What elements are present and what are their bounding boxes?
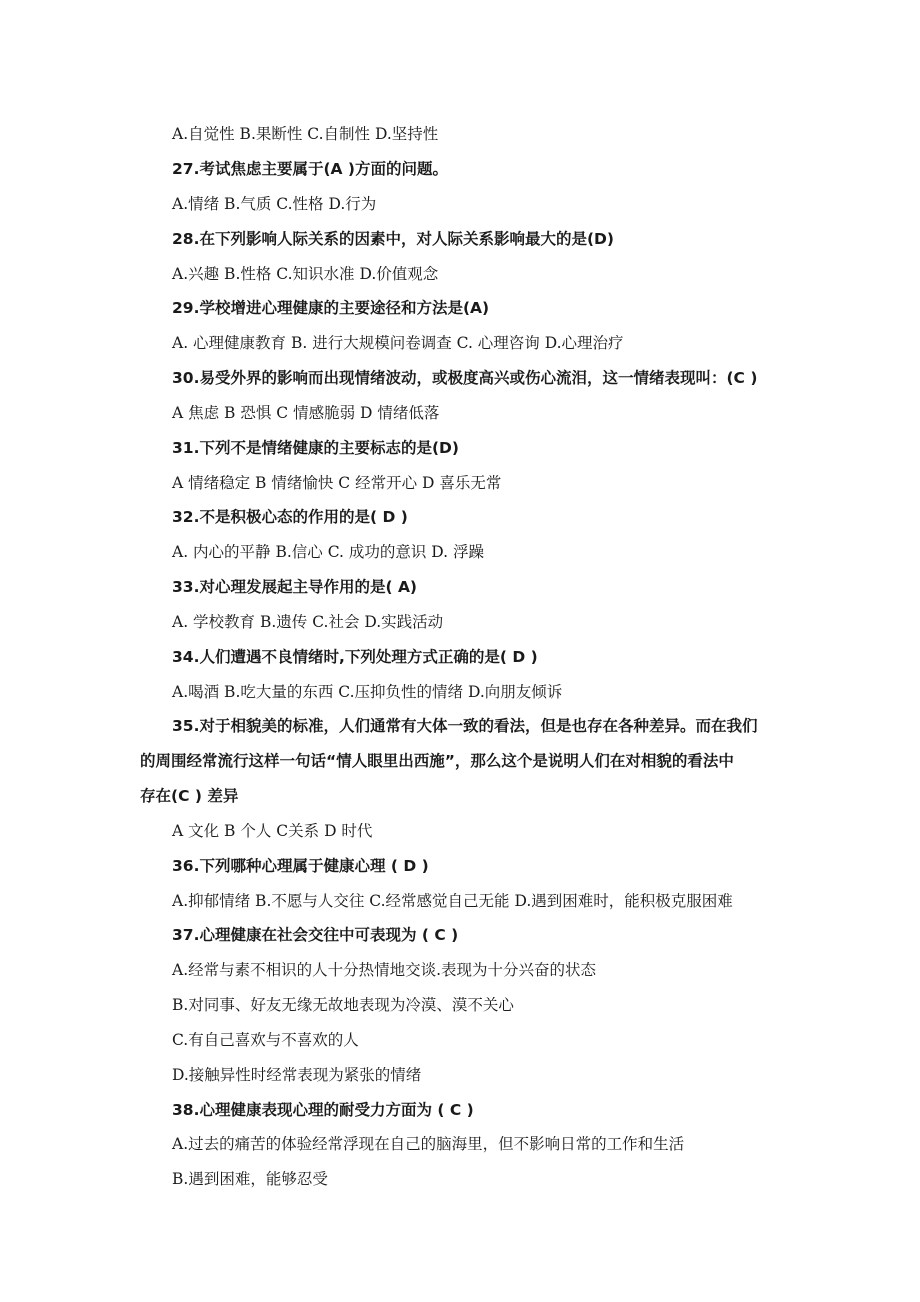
answer-options: A 情绪稳定 B 情绪愉快 C 经常开心 D 喜乐无常 [172,474,502,492]
question-33: 33.对心理发展起主导作用的是( A) [172,578,418,596]
answer-options: A 文化 B 个人 C关系 D 时代 [172,822,373,840]
answer-options: A. 内心的平静 B.信心 C. 成功的意识 D. 浮躁 [172,543,485,561]
answer-options: A. 学校教育 B.遗传 C.社会 D.实践活动 [172,613,444,631]
question-29: 29.学校增进心理健康的主要途径和方法是(A) [172,299,490,317]
answer-option-b: B.遇到困难，能够忍受 [172,1170,328,1188]
question-31: 31.下列不是情绪健康的主要标志的是(D) [172,439,459,457]
answer-options: A 焦虑 B 恐惧 C 情感脆弱 D 情绪低落 [172,404,440,422]
question-30: 30.易受外界的影响而出现情绪波动，或极度高兴或伤心流泪，这一情绪表现叫：(C ) [172,369,758,387]
answer-option-a: A.过去的痛苦的体验经常浮现在自己的脑海里，但不影响日常的工作和生活 [172,1135,685,1153]
answer-option-d: D.接触异性时经常表现为紧张的情绪 [172,1066,422,1084]
answer-options: A. 心理健康教育 B. 进行大规模问卷调查 C. 心理咨询 D.心理治疗 [172,334,624,352]
answer-option-c: C.有自己喜欢与不喜欢的人 [172,1031,359,1049]
answer-options: A.抑郁情绪 B.不愿与人交往 C.经常感觉自己无能 D.遇到困难时，能积极克服困难 [172,892,733,910]
question-34: 34.人们遭遇不良情绪时,下列处理方式正确的是( D ) [172,648,538,666]
answer-options: A.情绪 B.气质 C.性格 D.行为 [172,195,377,213]
question-37: 37.心理健康在社会交往中可表现为 ( C ) [172,926,459,944]
question-35: 35.对于相貌美的标准，人们通常有大体一致的看法，但是也存在各种差异。而在我们 [172,717,758,735]
question-38: 38.心理健康表现心理的耐受力方面为 ( C ) [172,1101,474,1119]
answer-options: A.兴趣 B.性格 C.知识水准 D.价值观念 [172,265,439,283]
question-35-continued: 的周围经常流行这样一句话“情人眼里出西施”，那么这个是说明人们在对相貌的看法中 [140,752,734,770]
question-28: 28.在下列影响人际关系的因素中，对人际关系影响最大的是(D) [172,230,614,248]
answer-options: A.喝酒 B.吃大量的东西 C.压抑负性的情绪 D.向朋友倾诉 [172,683,563,701]
question-27: 27.考试焦虑主要属于(A )方面的问题。 [172,160,449,178]
answer-option-a: A.经常与素不相识的人十分热情地交谈.表现为十分兴奋的状态 [172,961,597,979]
question-35-continued: 存在(C ) 差异 [140,787,239,805]
question-32: 32.不是积极心态的作用的是( D ) [172,508,408,526]
answer-options: A.自觉性 B.果断性 C.自制性 D.坚持性 [172,125,439,143]
question-36: 36.下列哪种心理属于健康心理 ( D ) [172,857,429,875]
answer-option-b: B.对同事、好友无缘无故地表现为冷漠、漠不关心 [172,996,514,1014]
